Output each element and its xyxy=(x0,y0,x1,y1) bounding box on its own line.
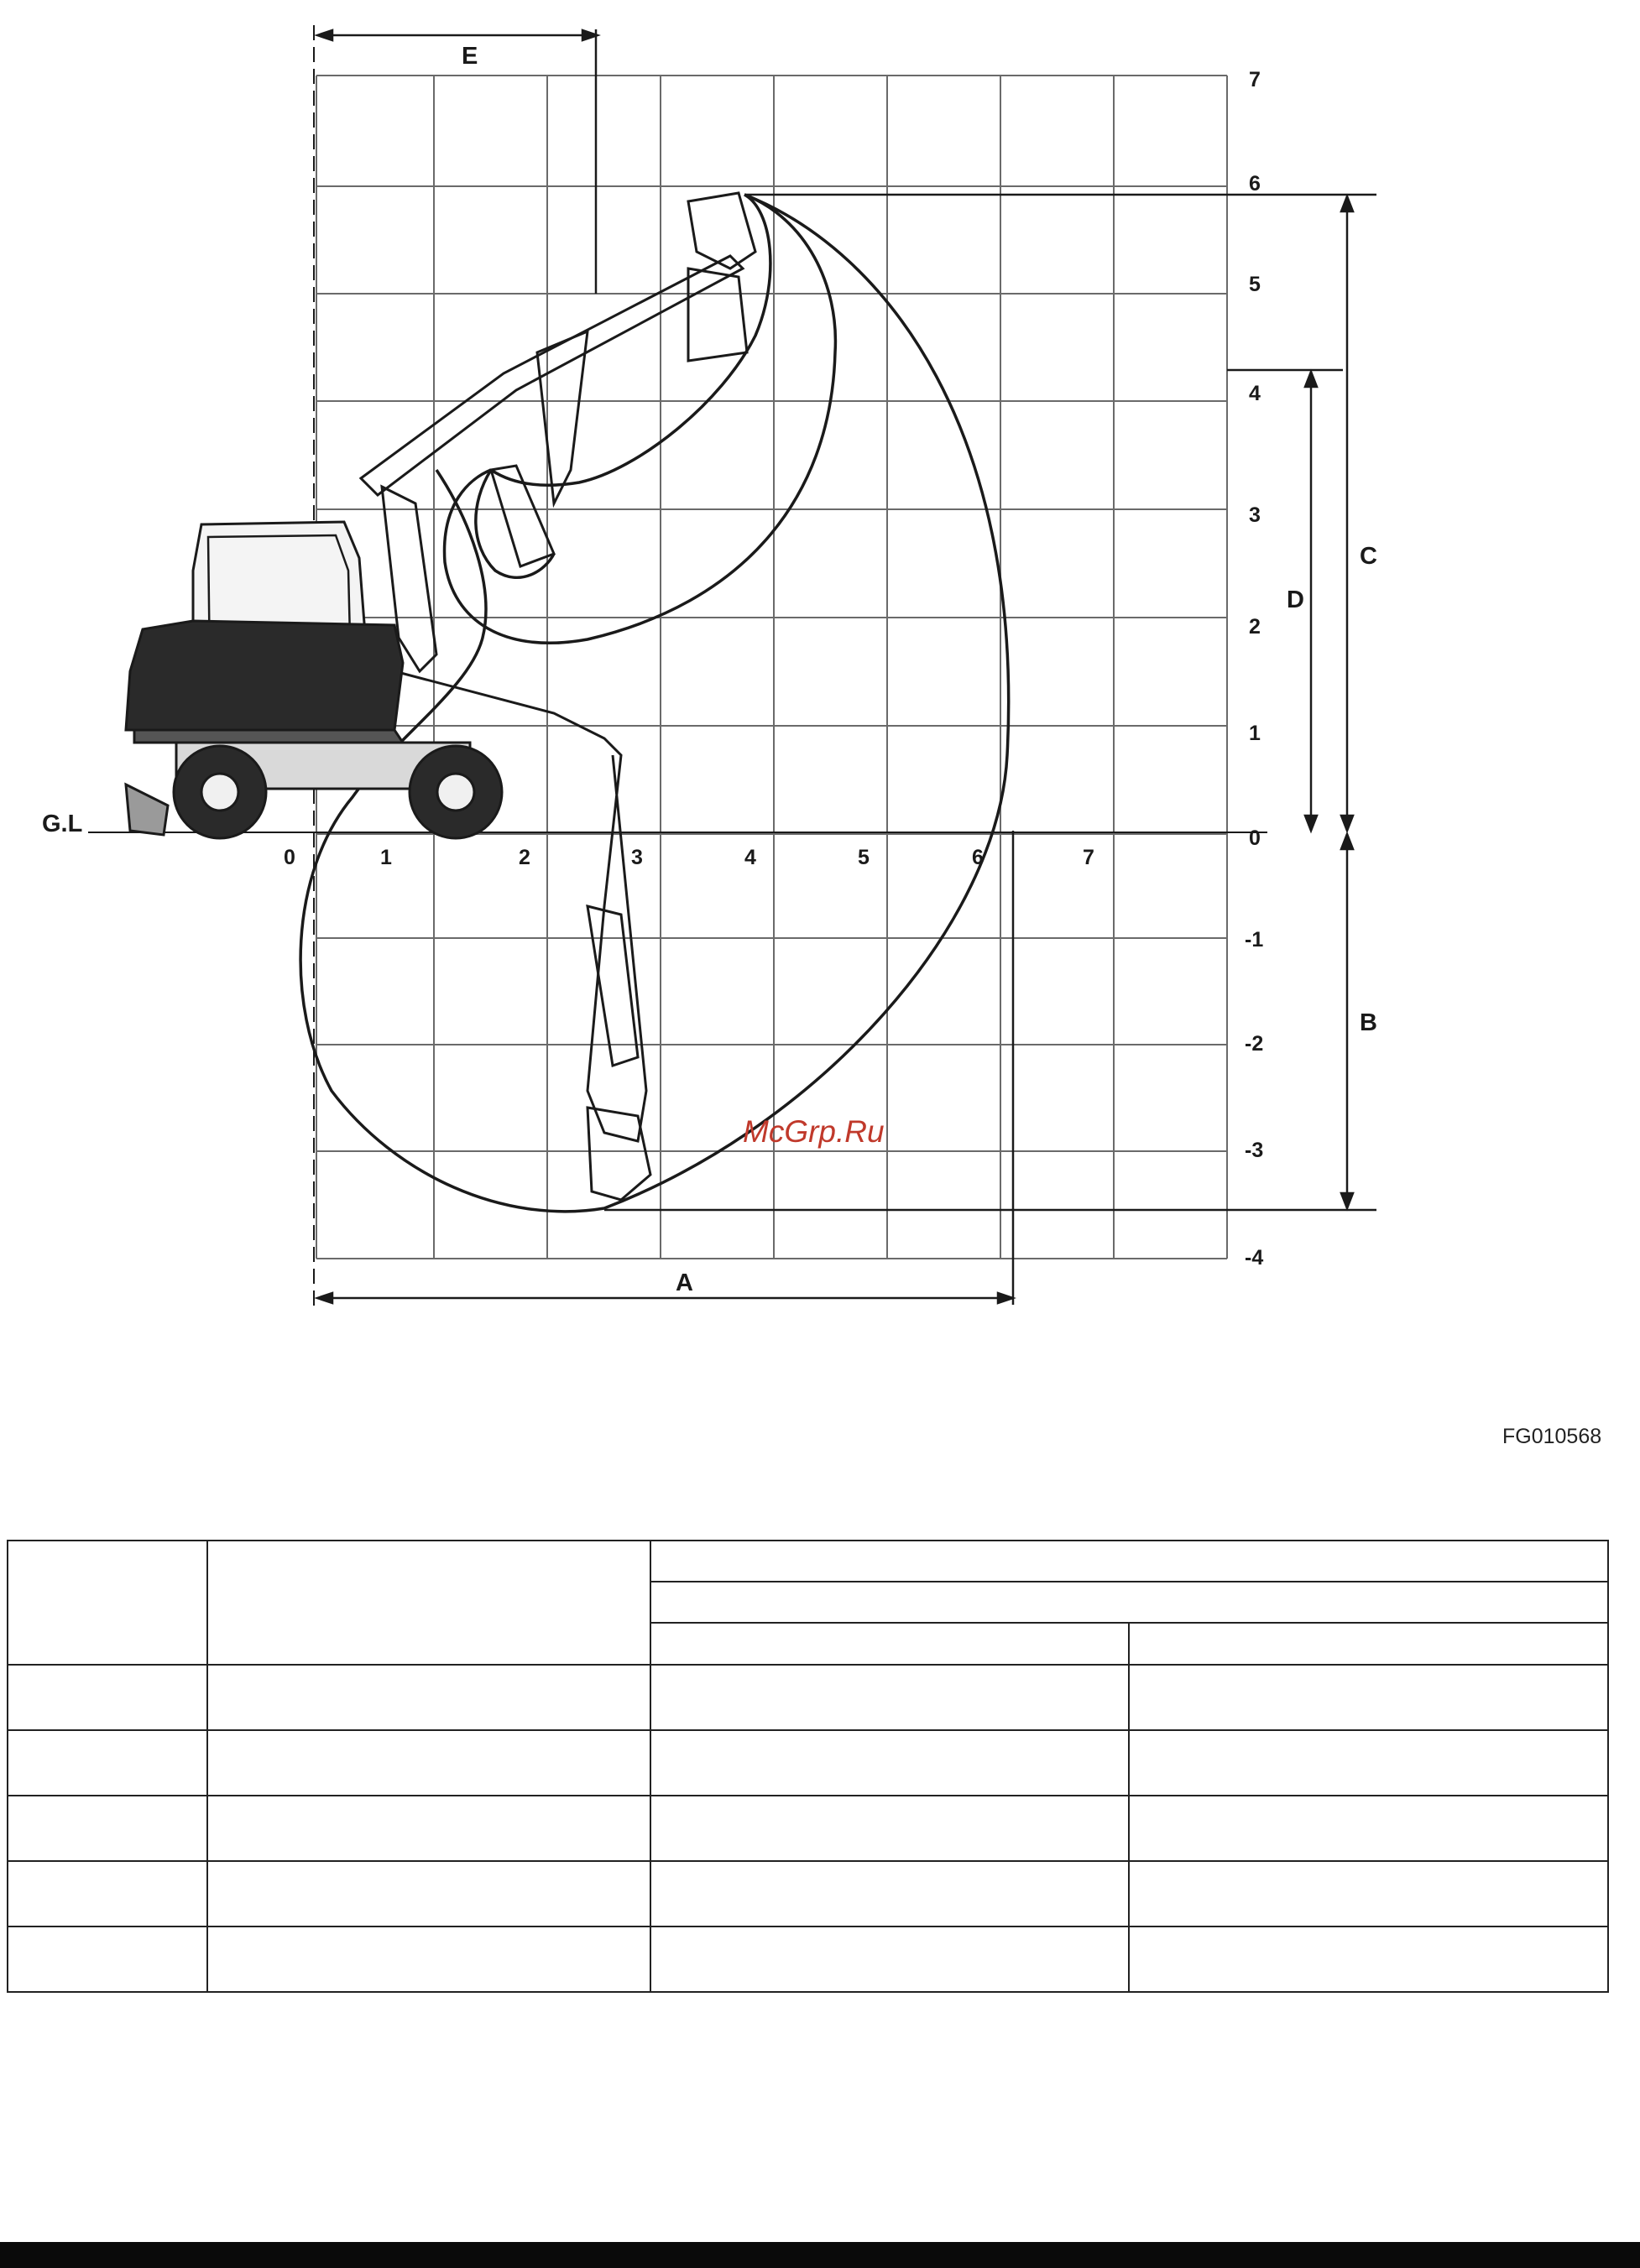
y-tick: 5 xyxy=(1249,273,1261,296)
table-cell xyxy=(650,1926,1129,1992)
table-row xyxy=(8,1665,1608,1730)
table-cell xyxy=(8,1541,207,1665)
y-tick: -4 xyxy=(1245,1246,1264,1270)
table-cell xyxy=(207,1861,650,1926)
x-tick: 3 xyxy=(631,846,643,869)
table-cell xyxy=(650,1623,1129,1665)
dimension-label-e: E xyxy=(462,43,478,70)
max-reach-envelope xyxy=(300,195,1009,1212)
x-tick-labels xyxy=(284,846,1094,869)
x-tick: 6 xyxy=(972,846,984,869)
y-tick: -3 xyxy=(1245,1139,1264,1162)
bottom-bar xyxy=(0,2242,1640,2268)
table-cell xyxy=(650,1730,1129,1796)
table-cell xyxy=(8,1730,207,1796)
blade xyxy=(126,785,168,835)
table-cell xyxy=(650,1861,1129,1926)
table-cell xyxy=(650,1582,1608,1623)
y-tick-labels xyxy=(1245,68,1263,1270)
working-envelopes xyxy=(300,195,1009,1212)
table-cell xyxy=(1129,1623,1608,1665)
table-cell xyxy=(207,1926,650,1992)
table-cell xyxy=(650,1541,1608,1582)
x-tick: 7 xyxy=(1083,846,1094,869)
y-tick: -1 xyxy=(1245,928,1264,952)
table-cell xyxy=(207,1541,650,1665)
dimension-lines xyxy=(317,29,1376,1305)
table-cell xyxy=(207,1730,650,1796)
dimension-label-c: C xyxy=(1360,543,1377,570)
table-cell xyxy=(207,1796,650,1861)
table-cell xyxy=(8,1665,207,1730)
table-cell xyxy=(1129,1861,1608,1926)
table-cell xyxy=(8,1796,207,1861)
y-tick: 4 xyxy=(1249,382,1261,405)
table-cell xyxy=(1129,1730,1608,1796)
watermark: McGrp.Ru xyxy=(743,1114,885,1149)
x-tick: 4 xyxy=(744,846,756,869)
y-tick: 0 xyxy=(1249,826,1261,850)
table-row xyxy=(8,1730,1608,1796)
table-row xyxy=(8,1541,1608,1582)
y-tick: 7 xyxy=(1249,68,1261,91)
table-cell xyxy=(1129,1796,1608,1861)
dimension-label-b: B xyxy=(1360,1009,1377,1036)
table-cell xyxy=(1129,1665,1608,1730)
engine-housing xyxy=(126,621,403,730)
y-tick: -2 xyxy=(1245,1032,1264,1056)
spec-table xyxy=(7,1540,1609,1993)
table-cell xyxy=(8,1926,207,1992)
table-cell xyxy=(1129,1926,1608,1992)
y-tick: 6 xyxy=(1249,172,1261,196)
x-tick: 0 xyxy=(284,846,295,869)
inner-envelope xyxy=(491,195,770,485)
table-row xyxy=(8,1796,1608,1861)
x-tick: 1 xyxy=(380,846,392,869)
x-tick: 5 xyxy=(858,846,870,869)
grid xyxy=(316,76,1227,1259)
table-cell xyxy=(207,1665,650,1730)
table-cell xyxy=(650,1796,1129,1861)
dimension-label-d: D xyxy=(1287,587,1304,613)
figure-code: FG010568 xyxy=(1502,1425,1602,1448)
ground-line-label: G.L xyxy=(42,811,83,837)
table-row xyxy=(8,1861,1608,1926)
y-tick: 2 xyxy=(1249,615,1261,639)
boom-arm-schematic xyxy=(361,193,755,1200)
table-row xyxy=(8,1926,1608,1992)
y-tick: 3 xyxy=(1249,503,1261,527)
table-cell xyxy=(650,1665,1129,1730)
x-tick: 2 xyxy=(519,846,530,869)
dimension-label-a: A xyxy=(676,1270,693,1296)
y-tick: 1 xyxy=(1249,722,1261,745)
table-cell xyxy=(8,1861,207,1926)
